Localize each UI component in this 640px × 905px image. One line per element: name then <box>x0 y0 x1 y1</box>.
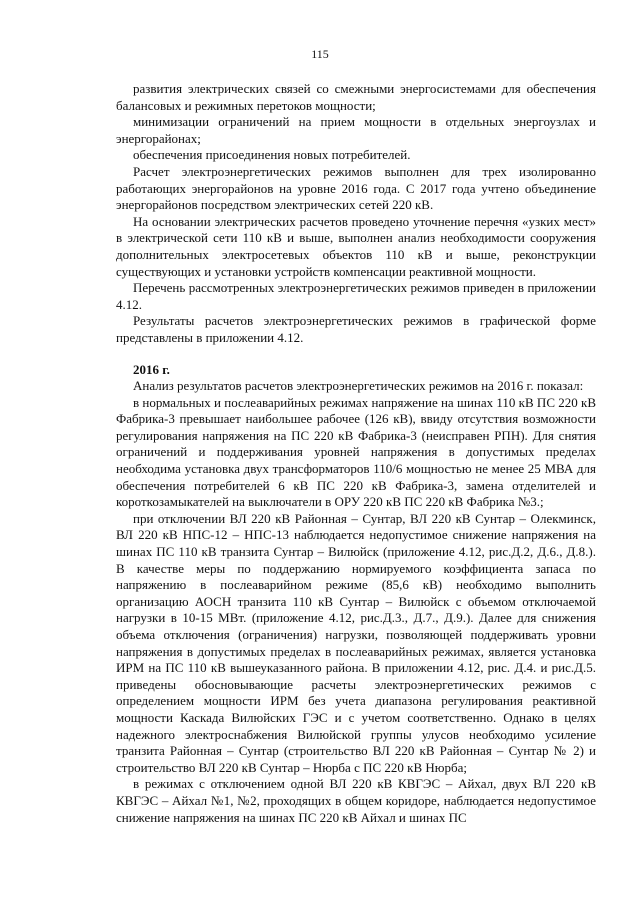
section-gap <box>116 347 596 362</box>
paragraph: Перечень рассмотренных электроэнергетических режимов приведен в приложении 4.12. <box>116 280 596 312</box>
paragraph: На основании электрических расчетов проведено уточнение перечня «узких мест» в электрической сети 110 кВ и выше, выполнен анализ необходимости сооружения дополнительных электросетевых объектов 110 кВ и выше, реконструкции существующих и установки устройств компенсации реактивной мощности. <box>116 213 596 279</box>
paragraph: Анализ результатов расчетов электроэнергетических режимов на 2016 г. показал: <box>133 378 584 394</box>
document-body <box>116 81 596 826</box>
paragraph: при отключении ВЛ 220 кВ Районная – Сунтар, ВЛ 220 кВ Сунтар – Олекминск, ВЛ 220 кВ НПС-12 – НПС-13 наблюдается недопустимое снижение напряжения на шинах ПС 110 кВ транзита Сунтар – Вилюйск (приложение 4.12, рис.Д.2, Д.6., Д.8.). В качестве меры по поддержанию нормируемого коэффициента запаса по напряжению в послеаварийном режиме (85,6 кВ) необходимо выполнить организацию АОСН транзита 110 кВ Сунтар – Вилюйск с объемом отключаемой нагрузки в 10-15 МВт. (приложение 4.12, рис.Д.3., Д.7., Д.9.). Далее для снижения объема отключения (ограничения) нагрузки, позволяющей поддерживать уровни напряжения в допустимых пределах в послеаварийных режимах, является установка ИРМ на ПС 110 кВ вышеуказанного района. В приложении 4.12, рис. Д.4. и рис.Д.5. приведены обосновывающие расчеты электроэнергетических режимов с определением мощности ИРМ без учета диапазона регулирования реактивной мощности Каскада Вилюйских ГЭС и с учетом соответственно. Однако в целях надежного электроснабжения Вилюйской группы улусов необходимо усиление транзита Районная – Сунтар (строительство ВЛ 220 кВ Районная – Сунтар № 2) и строительство ВЛ 220 кВ Сунтар – Нюрба с ПС 220 кВ Нюрба; <box>116 510 596 775</box>
paragraph: Расчет электроэнергетических режимов выполнен для трех изолированно работающих энергорайонов на уровне 2016 года. С 2017 года учтено объединение энергорайонов посредством электрических сетей 220 кВ. <box>116 163 596 213</box>
paragraph: в режимах с отключением одной ВЛ 220 кВ КВГЭС – Айхал, двух ВЛ 220 кВ КВГЭС – Айхал №1, №2, проходящих в общем коридоре, наблюдается недопустимое снижение напряжения на шинах ПС 220 кВ Айхал и шинах ПС <box>116 776 596 825</box>
paragraph: минимизации ограничений на прием мощности в отдельных энергоузлах и энергорайонах; <box>116 114 596 146</box>
section-heading: 2016 г. <box>133 361 170 377</box>
page-number: 115 <box>311 47 329 61</box>
paragraph: обеспечения присоединения новых потребителей. <box>133 147 411 163</box>
paragraph: Результаты расчетов электроэнергетических режимов в графической форме представлены в приложении 4.12. <box>116 313 596 345</box>
paragraph: развития электрических связей со смежными энергосистемами для обеспечения балансовых и режимных перетоков мощности; <box>116 81 596 113</box>
paragraph: в нормальных и послеаварийных режимах напряжение на шинах 110 кВ ПС 220 кВ Фабрика-3 превышает наибольшее рабочее (126 кВ), ввиду отсутствия возможности регулирования напряжения на ПС 220 кВ Фабрика-3 (неисправен РПН). Для снятия ограничений и поддерживания уровней напряжения в допустимых пределах необходима установка двух трансформаторов 110/6 мощностью не менее 25 МВА для обеспечения потребителей 6 кВ ПС 220 кВ Фабрика-3, замена отделителей и короткозамыкателей на выключатели в ОРУ 220 кВ ПС 220 кВ Фабрика №3.; <box>116 394 596 510</box>
